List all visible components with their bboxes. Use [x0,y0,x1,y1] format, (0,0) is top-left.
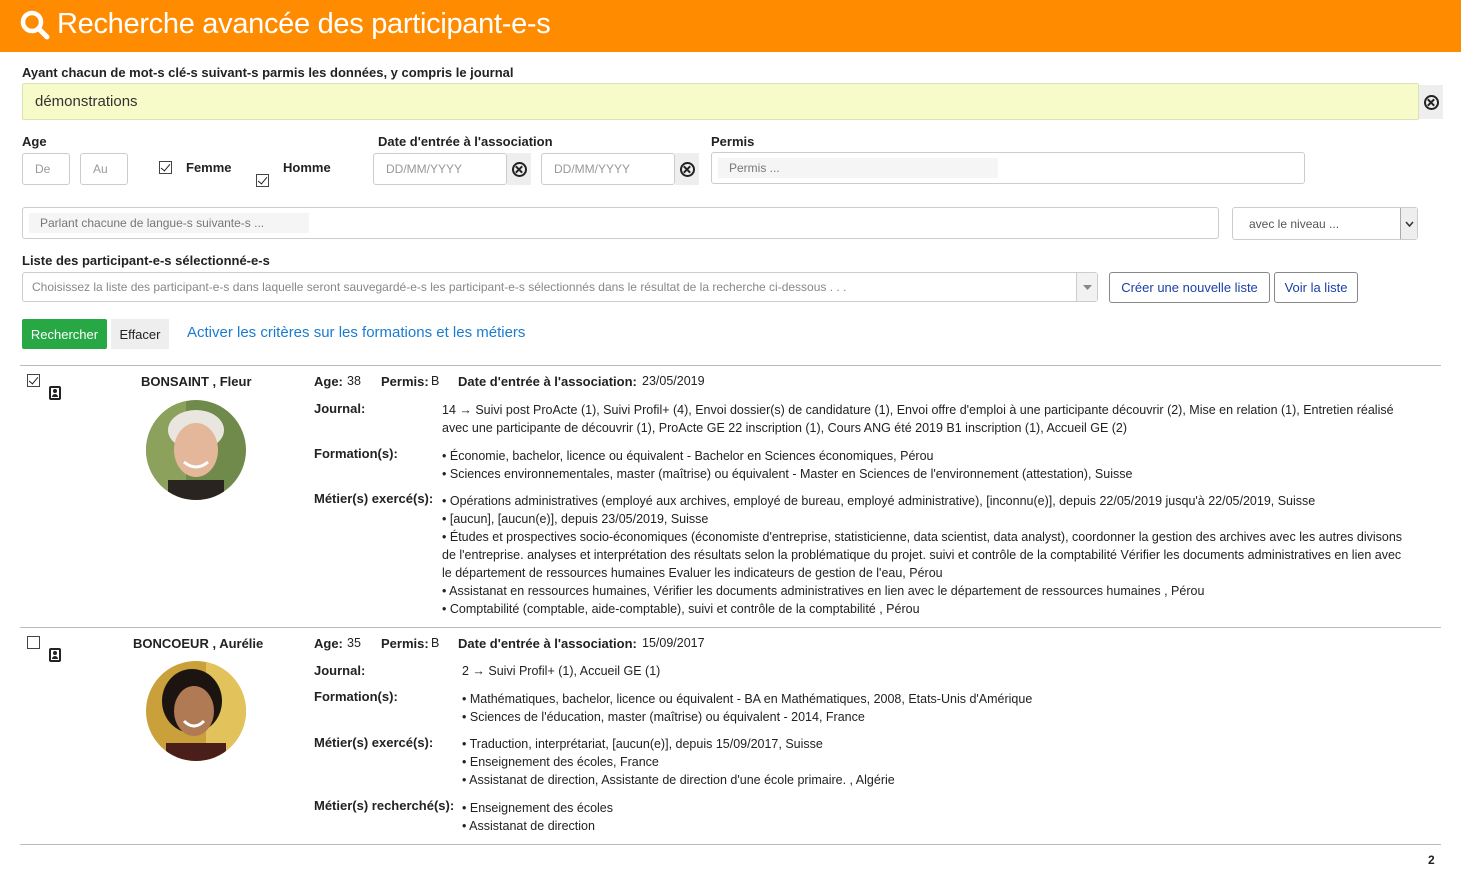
age-value: 35 [347,636,361,650]
entry-date-to-clear-button[interactable] [675,153,699,185]
age-from-input[interactable]: De [22,153,70,185]
list-item: • Sciences de l'éducation, master (maîtrise) ou équivalent - 2014, France [462,708,1407,726]
language-level-select[interactable] [1232,207,1418,240]
selected-list-label: Liste des participant-e-s sélectionné-e-s [22,253,270,268]
entry-date-value: 15/09/2017 [642,636,705,650]
jobs-sought-list [462,799,1407,835]
list-item: • Assistanat de direction, Assistante de direction d'une école primaire. , Algérie [462,771,1407,789]
training-list [442,447,1407,483]
entry-date-label: Date d'entrée à l'association [378,134,553,149]
keywords-clear-button[interactable] [1419,85,1443,119]
journal-field-label: Journal: [314,401,366,416]
create-list-button[interactable]: Créer une nouvelle liste [1109,272,1270,303]
permit-value: B [431,374,440,388]
list-item: • [aucun], [aucun(e)], depuis 23/05/2019, Suisse [442,510,1407,528]
list-item: • Assistanat en ressources humaines, Vérifier les documents administratives en lien avec le département de ressources humaines , Pérou [442,582,1407,600]
training-list [462,690,1407,726]
jobs-done-list [442,492,1407,618]
view-list-button[interactable]: Voir la liste [1274,272,1358,303]
jobs-sought-field-label: Métier(s) recherché(s): [314,798,455,813]
participant-name[interactable]: BONSAINT , Fleur [141,374,252,389]
result-row [0,366,1461,628]
age-field-label: Age: [314,636,343,651]
search-button[interactable]: Rechercher [22,319,107,349]
keywords-input[interactable]: démonstrations [22,83,1419,120]
entry-date-to-input[interactable]: DD/MM/YYYY [541,153,675,185]
entry-date-field-label: Date d'entrée à l'association: [458,374,637,389]
keywords-label: Ayant chacun de mot-s clé-s suivant-s parmis les données, y compris le journal [22,65,514,80]
jobs-done-list [462,735,1407,789]
male-label: Homme [283,160,331,175]
result-row [0,628,1461,844]
age-label: Age [22,134,47,149]
list-item: • Mathématiques, bachelor, licence ou équivalent - BA en Mathématiques, 2008, Etats-Unis d'Amérique [462,690,1407,708]
list-item: • Économie, bachelor, licence ou équivalent - Bachelor en Sciences économiques, Pérou [442,447,1407,465]
permit-label: Permis [711,134,755,149]
languages-input[interactable] [22,207,1219,239]
clear-icon [680,162,695,177]
age-field-label: Age: [314,374,343,389]
page-header [0,0,1461,52]
select-participant-checkbox[interactable] [27,636,40,649]
jobs-done-field-label: Métier(s) exercé(s): [314,491,434,506]
clear-icon [512,162,527,177]
list-item: • Sciences environnementales, master (maîtrise) ou équivalent - Master en Sciences de l'environnement (attestation), Suisse [442,465,1407,483]
search-icon [20,10,50,40]
permit-placeholder: Permis ... [718,158,998,178]
toggle-criteria-link[interactable]: Activer les critères sur les formations et les métiers [187,324,526,341]
permit-input[interactable] [711,152,1305,184]
journal-field-label: Journal: [314,663,366,678]
avatar [146,661,246,761]
clear-icon [1424,95,1439,110]
chevron-down-icon [1400,208,1417,239]
language-level-value: avec le niveau ... [1249,216,1340,231]
clear-button[interactable]: Effacer [111,319,169,349]
list-item: • Enseignement des écoles, France [462,753,1407,771]
jobs-done-field-label: Métier(s) exercé(s): [314,735,434,750]
entry-date-field-label: Date d'entrée à l'association: [458,636,637,651]
training-field-label: Formation(s): [314,689,398,704]
permit-value: B [431,636,440,650]
contact-card-icon[interactable] [49,648,61,662]
permit-field-label: Permis: [381,374,429,389]
page-title: Recherche avancée des participant-e-s [57,8,551,40]
list-item: • Enseignement des écoles [462,799,1407,817]
age-to-input[interactable]: Au [80,153,128,185]
permit-field-label: Permis: [381,636,429,651]
result-count: 2 [1428,853,1435,867]
male-checkbox[interactable] [256,174,269,187]
journal-value: 2 → Suivi Profil+ (1), Accueil GE (1) [462,664,661,678]
list-item: • Opérations administratives (employé aux archives, employé de bureau, employé administrative), [inconnu(e)], depuis 22/05/2019 jusqu'à 22/05/2019, Suisse [442,492,1407,510]
list-item: • Assistanat de direction [462,817,1407,835]
list-item: • Comptabilité (comptable, aide-comptable), suivi et contrôle de la comptabilité , Pérou [442,600,1407,618]
caret-down-icon [1076,273,1097,301]
entry-date-from-input[interactable]: DD/MM/YYYY [373,153,507,185]
training-field-label: Formation(s): [314,446,398,461]
avatar [146,400,246,500]
selected-list-select[interactable] [22,272,1098,302]
participant-name[interactable]: BONCOEUR , Aurélie [133,636,264,651]
entry-date-from-clear-button[interactable] [507,153,531,185]
female-checkbox[interactable] [159,161,172,174]
contact-card-icon[interactable] [49,386,61,400]
languages-placeholder: Parlant chacune de langue-s suivante-s ... [29,213,309,233]
age-value: 38 [347,374,361,388]
list-item: • Traduction, interprétariat, [aucun(e)], depuis 15/09/2017, Suisse [462,735,1407,753]
list-item: • Études et prospectives socio-économiques (économiste d'entreprise, statisticienne, data scientist, data analyst), coordonner la gestion des archives avec les autres divisons de l'entreprise. analyses et interprétation des résultats selon la problématique du projet. suivi et contrôle de la comptabilité Vérifier les documents administratives en lien avec le département de ressources humaines Evaluer les indicateurs de gestion de l'eau, Pérou [442,528,1407,582]
select-participant-checkbox[interactable] [27,374,40,387]
divider [20,844,1441,845]
entry-date-value: 23/05/2019 [642,374,705,388]
journal-value: 14 → Suivi post ProActe (1), Suivi Profil+ (4), Envoi dossier(s) de candidature (1), Envoi offre d'emploi à une participante découvrir (2), Mise en relation (1), Entretien réalisé avec une participante de découvrir (1), ProActe GE 22 inscription (1), Cours ANG été 2019 B1 inscription (1), Accueil GE (2) [442,403,1394,435]
selected-list-placeholder: Choisissez la liste des participant-e-s dans laquelle seront sauvegardé-e-s les participant-e-s sélectionnés dans le résultat de la recherche ci-dessous . . . [32,280,847,294]
female-label: Femme [186,160,232,175]
